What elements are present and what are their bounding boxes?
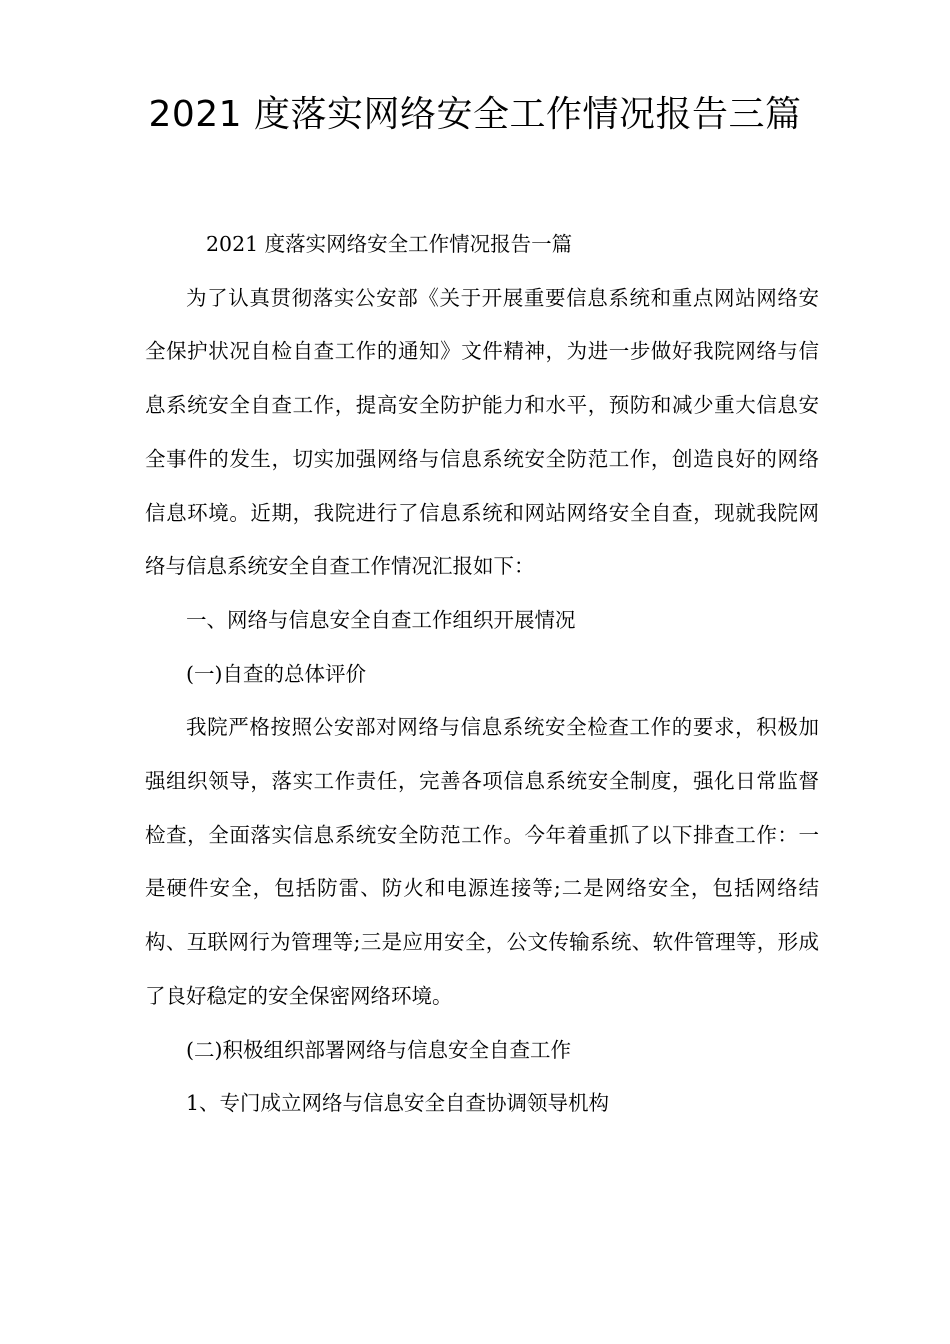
evaluation-paragraph: 我院严格按照公安部对网络与信息系统安全检查工作的要求，积极加强组织领导，落实工作责任，完善各项信息系统安全制度，强化日常监督检查，全面落实信息系统安全防范工作。今年着重抓了以下排查工作：一是硬件安全，包括防雷、防火和电源连接等;二是网络安全，包括网络结构、互联网行为管理等;三是应用安全，公文传输系统、软件管理等，形成了良好稳定的安全保密网络环境。	[145, 715, 819, 1008]
list-item-1: 1、专门成立网络与信息安全自查协调领导机构	[186, 1091, 610, 1116]
report-subtitle: 2021 度落实网络安全工作情况报告一篇	[206, 232, 573, 256]
subsection-heading-2: (二)积极组织部署网络与信息安全自查工作	[186, 1037, 571, 1062]
intro-paragraph: 为了认真贯彻落实公安部《关于开展重要信息系统和重点网站网络安全保护状况自检自查工作的通知》文件精神，为进一步做好我院网络与信息系统安全自查工作，提高安全防护能力和水平，预防和减少重大信息安全事件的发生，切实加强网络与信息系统安全防范工作，创造良好的网络信息环境。近期，我院进行了信息系统和网站网络安全自查，现就我院网络与信息系统安全自查工作情况汇报如下：	[145, 285, 819, 579]
document-title: 2021 度落实网络安全工作情况报告三篇	[148, 94, 802, 135]
section-heading-1: 一、网络与信息安全自查工作组织开展情况	[186, 607, 576, 632]
subsection-heading-1: (一)自查的总体评价	[186, 661, 366, 686]
document-body	[145, 218, 819, 1131]
